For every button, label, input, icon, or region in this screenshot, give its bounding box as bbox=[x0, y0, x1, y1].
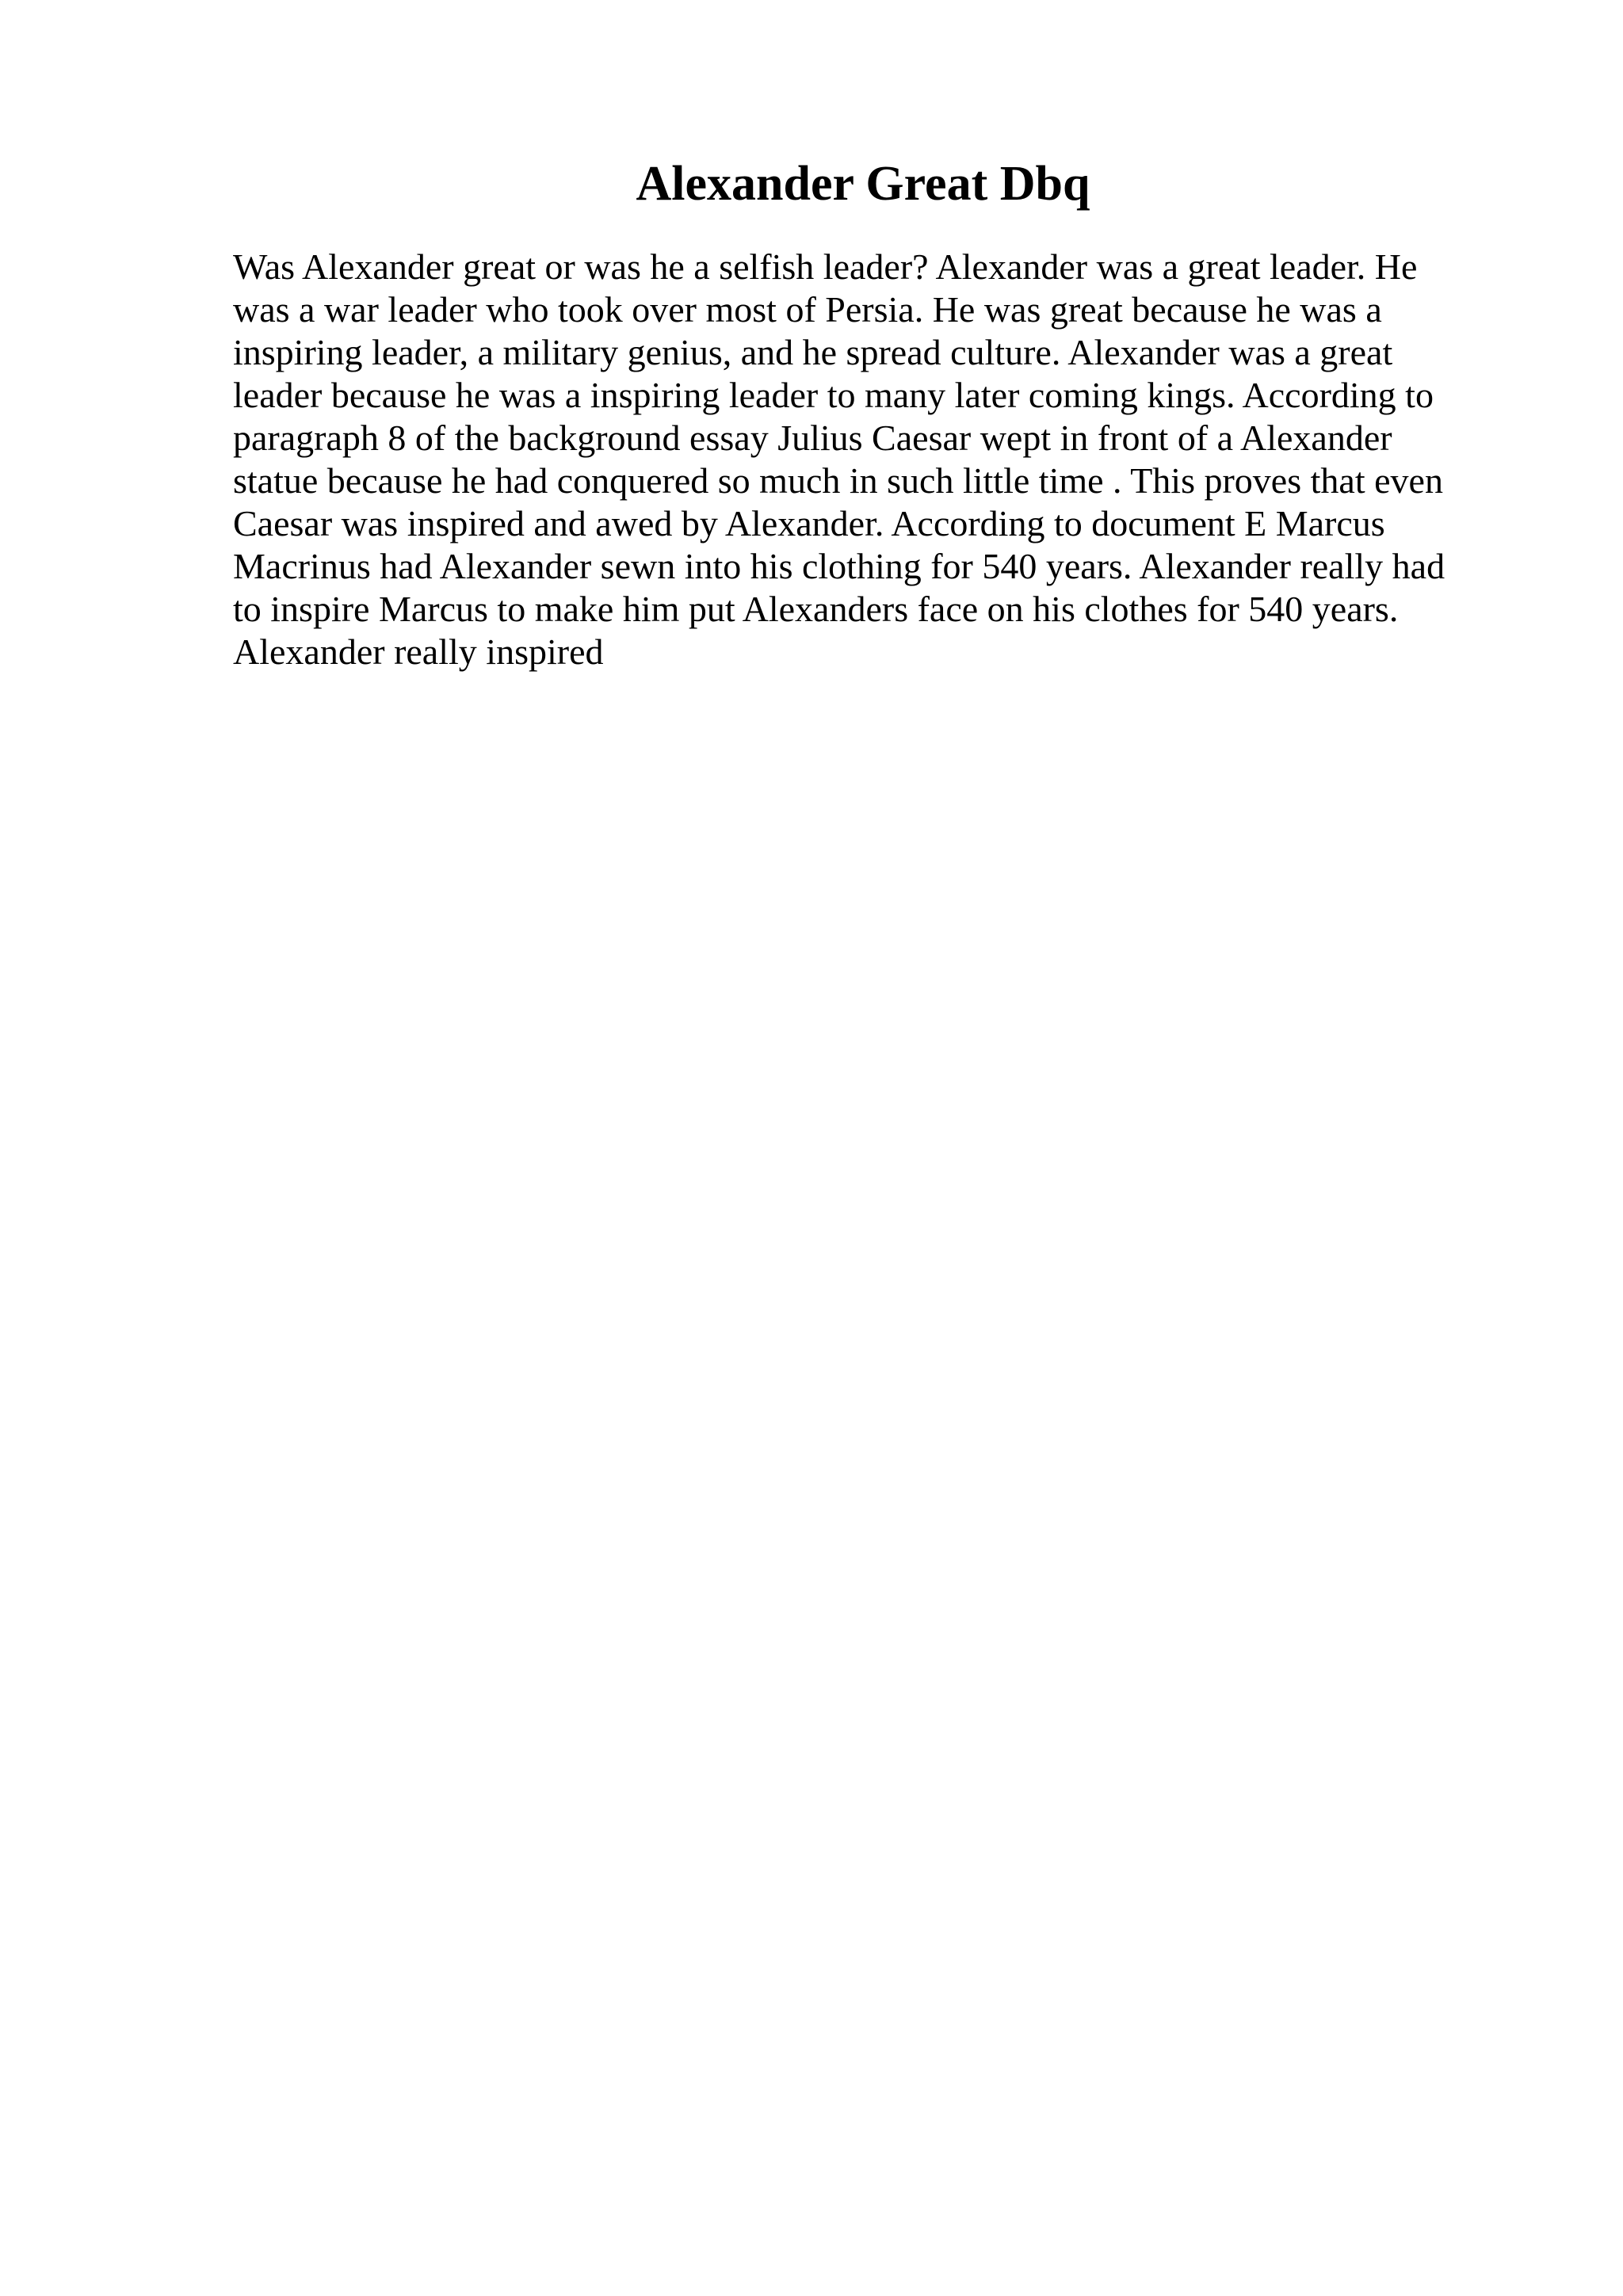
body-line: Was Alexander great or was he a selfish leader? Alexander was a great leader. He bbox=[233, 246, 1418, 287]
body-line: Caesar was inspired and awed by Alexander. According to document E Marcus bbox=[233, 503, 1385, 543]
body-line: to inspire Marcus to make him put Alexanders face on his clothes for 540 years. bbox=[233, 589, 1399, 629]
body-line: statue because he had conquered so much in such little time . This proves that even bbox=[233, 460, 1443, 501]
body-line: leader because he was a inspiring leader to many later coming kings. According to bbox=[233, 375, 1434, 415]
document-title: Alexander Great Dbq bbox=[636, 157, 1090, 211]
body-line: Alexander really inspired bbox=[233, 631, 604, 672]
body-line: was a war leader who took over most of Persia. He was great because he was a bbox=[233, 289, 1382, 330]
body-line: Macrinus had Alexander sewn into his clothing for 540 years. Alexander really had bbox=[233, 546, 1445, 586]
document-body bbox=[233, 246, 1485, 673]
body-line: paragraph 8 of the background essay Julius Caesar wept in front of a Alexander bbox=[233, 418, 1392, 458]
body-line: inspiring leader, a military genius, and he spread culture. Alexander was a great bbox=[233, 332, 1393, 372]
